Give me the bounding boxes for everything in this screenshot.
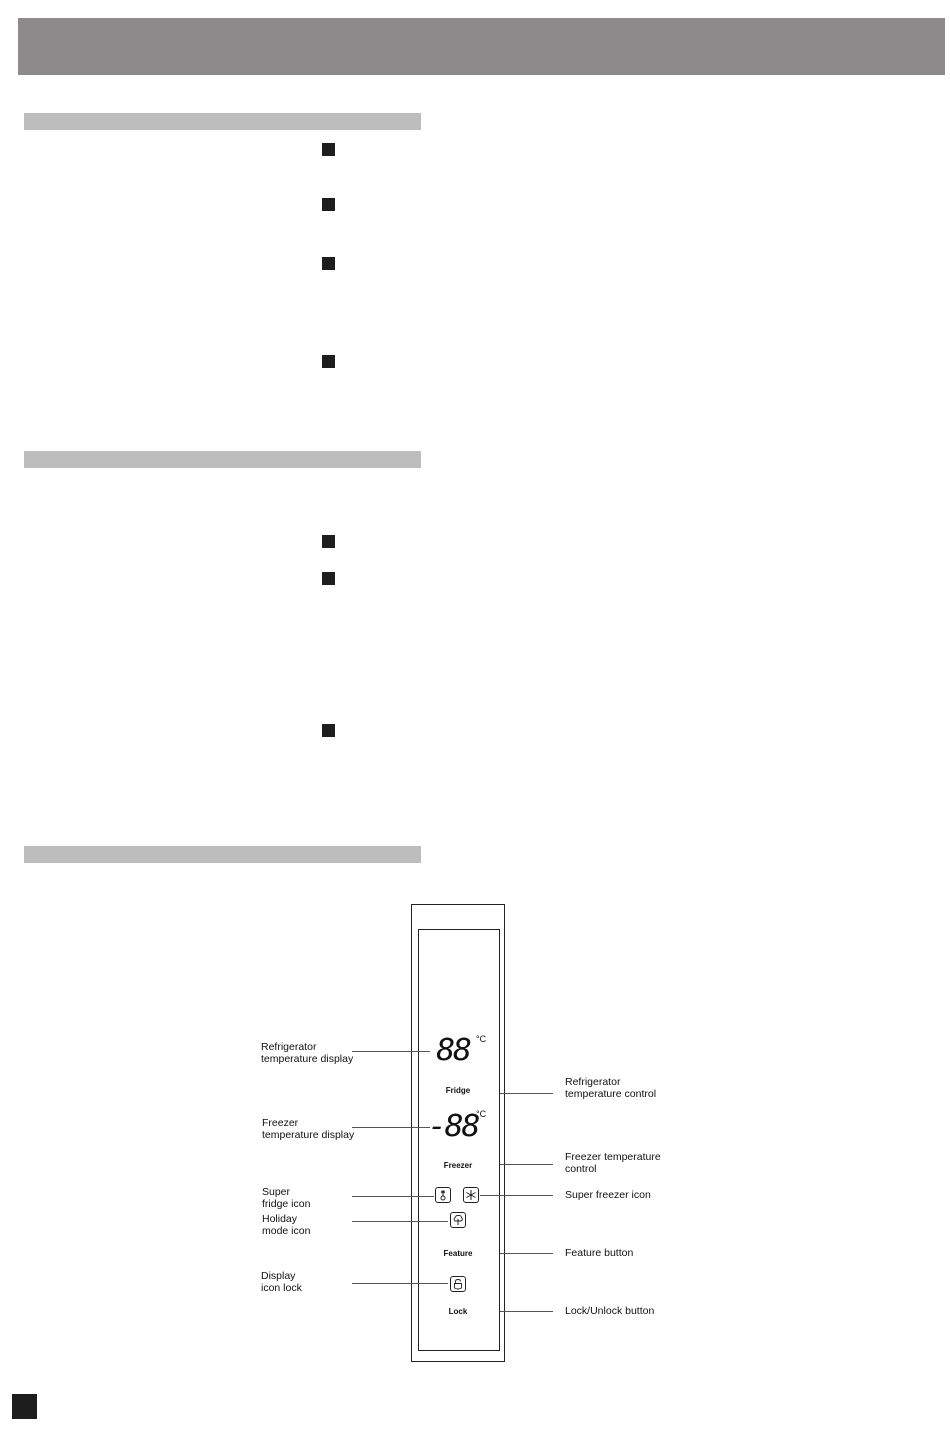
leader-line: [352, 1283, 448, 1284]
callout-feature-button: Feature button: [565, 1247, 634, 1259]
leader-line: [352, 1196, 434, 1197]
callout-freezer-temperature-control: Freezer temperature control: [565, 1151, 661, 1175]
snowflake-icon: [463, 1187, 479, 1203]
callout-super-fridge-icon: Super fridge icon: [262, 1186, 311, 1210]
leader-line: [352, 1221, 448, 1222]
padlock-icon: [450, 1276, 466, 1292]
leader-line: [500, 1164, 553, 1165]
bullet-square: [322, 198, 335, 211]
leader-line: [500, 1253, 553, 1254]
callout-holiday-mode-icon: Holiday mode icon: [262, 1213, 311, 1237]
freezer-unit-label: °C: [476, 1109, 487, 1119]
fridge-temperature-display: 88: [436, 1033, 470, 1068]
freezer-button[interactable]: Freezer: [443, 1161, 473, 1170]
callout-freezer-temperature-display: Freezer temperature display: [262, 1117, 355, 1141]
section-bar-3: [24, 846, 421, 863]
bullet-square: [322, 143, 335, 156]
freezer-temperature-display: -88: [427, 1109, 479, 1144]
page-marker-square: [12, 1394, 37, 1419]
callout-fridge-temperature-display: Refrigerator temperature display: [261, 1041, 354, 1065]
bullet-square: [322, 724, 335, 737]
lock-button[interactable]: Lock: [448, 1307, 468, 1316]
header-band: [18, 18, 945, 75]
callout-fridge-temperature-control: Refrigerator temperature control: [565, 1076, 657, 1100]
leader-line: [352, 1127, 430, 1128]
bullet-square: [322, 257, 335, 270]
tree-icon: [450, 1212, 466, 1228]
callout-display-icon-lock: Display icon lock: [261, 1270, 302, 1294]
section-bar-1: [24, 113, 421, 130]
section-bar-2: [24, 451, 421, 468]
leader-line: [500, 1311, 553, 1312]
bullet-square: [322, 572, 335, 585]
feature-button[interactable]: Feature: [443, 1249, 473, 1258]
bullet-square: [322, 535, 335, 548]
leader-line: [480, 1195, 553, 1196]
fridge-button[interactable]: Fridge: [445, 1086, 471, 1095]
fridge-unit-label: °C: [476, 1034, 487, 1044]
leader-line: [500, 1093, 553, 1094]
callout-super-freezer-icon: Super freezer icon: [565, 1189, 651, 1201]
fridge-thermometer-icon: [435, 1187, 451, 1203]
callout-lock-unlock-button: Lock/Unlock button: [565, 1305, 655, 1317]
bullet-square: [322, 355, 335, 368]
leader-line: [352, 1051, 430, 1052]
